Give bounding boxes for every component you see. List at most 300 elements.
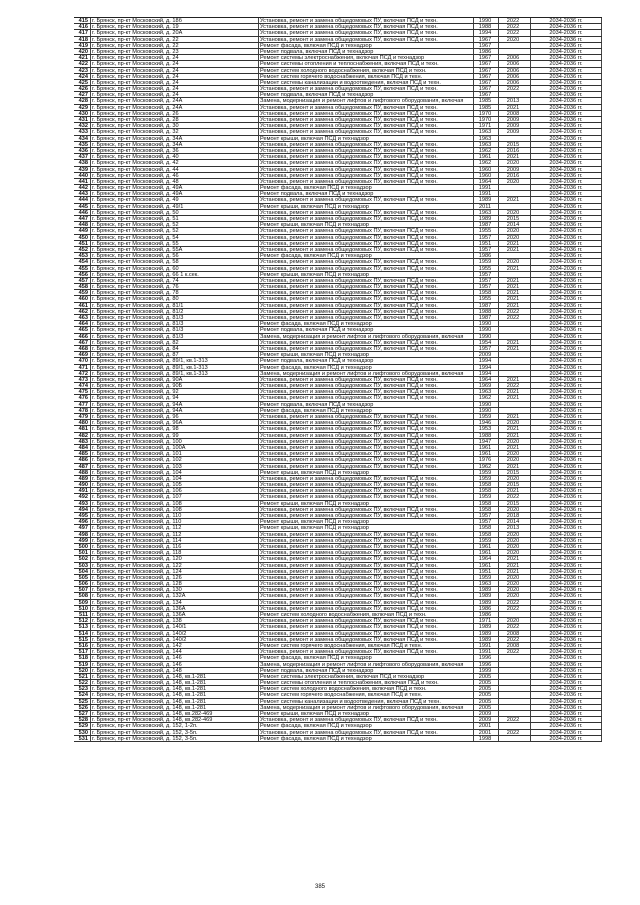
row-planned-period: 2034-2036 гг. — [549, 117, 583, 123]
row-build-year: 1969 — [478, 383, 492, 390]
row-work-type: Установка, ремонт и замена общедомовых ПУ, включая ПСД и техн. — [260, 556, 438, 563]
row-planned-period: 2034-2036 гг. — [549, 160, 583, 167]
row-work-type: Установка, ремонт и замена общедомовых ПУ, включая ПСД и техн. — [260, 438, 438, 445]
row-work-type: Установка, ремонт и замена общедомовых ПУ, включая ПСД и техн. — [260, 562, 438, 569]
row-work-type: Ремонт крыши, включая ПСД и технадзор — [260, 500, 369, 507]
row-work-type: Установка, ремонт и замена общедомовых ПУ, включая ПСД и техн. — [260, 383, 438, 390]
row-number: 443 — [78, 191, 88, 198]
row-number: 437 — [78, 154, 88, 161]
row-work-type: Установка, ремонт и замена общедомовых ПУ, включая ПСД и техн. — [260, 315, 438, 321]
row-work-type: Установка, ремонт и замена общедомовых ПУ, включая ПСД и техн. — [260, 147, 438, 154]
row-last-repair-year: 2020 — [506, 593, 520, 600]
row-work-type: Установка, ремонт и замена общедомовых ПУ, включая ПСД и техн. — [260, 154, 438, 161]
row-planned-period: 2034-2036 гг. — [549, 395, 583, 402]
row-number: 502 — [78, 556, 88, 563]
row-number: 528 — [78, 717, 88, 724]
row-work-type: Установка, ремонт и замена общедомовых ПУ, включая ПСД и техн. — [260, 475, 438, 482]
row-number: 421 — [78, 55, 88, 62]
row-planned-period: 2034-2036 гг. — [549, 513, 583, 519]
row-build-year: 1961 — [478, 451, 492, 458]
row-number: 527 — [78, 711, 88, 717]
row-address: г. Брянск, пр-кт Московский, д. 44 — [92, 166, 179, 173]
row-address: г. Брянск, пр-кт Московский, д. 49/1 — [92, 203, 184, 210]
row-number: 491 — [78, 488, 88, 495]
row-work-type: Установка, ремонт и замена общедомовых ПУ, включая ПСД и техн. — [260, 259, 438, 266]
row-number: 436 — [78, 147, 88, 154]
row-work-type: Установка, ремонт и замена общедомовых ПУ, включая ПСД и техн. — [260, 339, 438, 346]
row-build-year: 1967 — [478, 86, 492, 93]
row-work-type: Ремонт системы канализации и водоотведения, включая ПСД и техн. — [260, 79, 441, 86]
row-number: 517 — [78, 649, 88, 656]
row-address: г. Брянск, пр-кт Московский, д. 90Б — [92, 383, 183, 390]
row-address: г. Брянск, пр-кт Московский, д. 81/1 — [92, 302, 184, 309]
row-build-year: 1957 — [478, 234, 492, 241]
row-last-repair-year: 2013 — [506, 525, 520, 532]
row-address: г. Брянск, пр-кт Московский, д. 148, кв.1-281 — [92, 680, 207, 687]
row-planned-period: 2034-2036 гг. — [549, 30, 583, 37]
row-last-repair-year: 2021 — [506, 284, 520, 291]
row-number: 416 — [78, 24, 88, 31]
row-address: г. Брянск, пр-кт Московский, д. 24 — [92, 55, 179, 62]
row-last-repair-year: 2009 — [506, 166, 520, 173]
row-work-type: Замена, модернизация и ремонт лифтов и лифтового оборудования, включая — [260, 661, 464, 668]
row-address: г. Брянск, пр-кт Московский, д. 101 — [92, 451, 182, 458]
row-address: г. Брянск, пр-кт Московский, д. 58 — [92, 259, 179, 266]
row-work-type: Ремонт системы отопления и теплоснабжения, включая ПСД и техн. — [260, 680, 439, 687]
row-build-year: 1989 — [478, 599, 492, 606]
row-build-year: 1957 — [478, 246, 492, 253]
row-address: г. Брянск, пр-кт Московский, д. 22 — [92, 36, 179, 43]
row-planned-period: 2034-2036 гг. — [549, 370, 583, 377]
row-address: г. Брянск, пр-кт Московский, д. 108 — [92, 506, 182, 513]
row-planned-period: 2034-2036 гг. — [549, 735, 583, 742]
row-number: 465 — [78, 327, 88, 334]
row-planned-period: 2034-2036 гг. — [549, 624, 583, 631]
row-build-year: 1994 — [478, 30, 492, 37]
row-planned-period: 2034-2036 гг. — [549, 636, 583, 643]
row-work-type: Установка, ремонт и замена общедомовых ПУ, включая ПСД и техн. — [260, 296, 438, 303]
row-last-repair-year: 2022 — [506, 649, 520, 656]
row-address: г. Брянск, пр-кт Московский, д. 122 — [92, 562, 182, 569]
row-planned-period: 2034-2036 гг. — [549, 426, 583, 433]
row-address: г. Брянск, пр-кт Московский, д. 108 — [92, 500, 182, 507]
row-number: 531 — [78, 735, 88, 742]
row-number: 426 — [78, 86, 88, 93]
row-work-type: Установка, ремонт и замена общедомовых ПУ, включая ПСД и техн. — [260, 302, 438, 309]
row-planned-period: 2034-2036 гг. — [549, 630, 583, 637]
row-build-year: 2005 — [478, 704, 492, 711]
row-work-type: Ремонт крыши, включая ПСД и технадзор — [260, 525, 369, 532]
row-last-repair-year: 2020 — [506, 36, 520, 43]
row-build-year: 1967 — [478, 61, 492, 68]
page-number: 385 — [314, 884, 325, 890]
row-number: 480 — [78, 420, 88, 427]
row-last-repair-year: 2022 — [506, 605, 520, 612]
row-work-type: Ремонт подвала, включая ПСД и технадзор — [260, 358, 374, 365]
row-address: г. Брянск, пр-кт Московский, д. 148, кв.282-469 — [92, 711, 213, 717]
row-number: 476 — [78, 395, 88, 402]
row-address: г. Брянск, пр-кт Московский, д. 51 — [92, 216, 179, 222]
row-number: 417 — [78, 30, 88, 37]
row-work-type: Ремонт системы канализации и водоотведения, включая ПСД и техн. — [260, 698, 441, 705]
row-address: г. Брянск, пр-кт Московский, д. 106 — [92, 488, 182, 495]
row-planned-period: 2034-2036 гг. — [549, 482, 583, 489]
row-build-year: 1996 — [478, 661, 492, 668]
row-last-repair-year: 2021 — [506, 395, 520, 402]
row-work-type: Замена, модернизация и ремонт лифтов и лифтового оборудования, включая — [260, 704, 464, 711]
row-number: 439 — [78, 166, 88, 173]
row-number: 423 — [78, 67, 88, 74]
row-last-repair-year: 2020 — [506, 259, 520, 266]
row-address: г. Брянск, пр-кт Московский, д. 81/2 — [92, 308, 184, 315]
row-build-year: 1989 — [478, 593, 492, 600]
row-address: г. Брянск, пр-кт Московский, д. 128 — [92, 581, 182, 588]
row-planned-period: 2034-2036 гг. — [549, 24, 583, 31]
row-last-repair-year: 2009 — [506, 117, 520, 123]
row-address: г. Брянск, пр-кт Московский, д. 110 — [92, 519, 182, 526]
row-address: г. Брянск, пр-кт Московский, д. 34А — [92, 135, 183, 142]
row-work-type: Ремонт подвала, включая ПСД и технадзор — [260, 92, 374, 99]
row-last-repair-year: 2022 — [506, 729, 520, 736]
row-planned-period: 2034-2036 гг. — [549, 191, 583, 198]
row-address: г. Брянск, пр-кт Московский, д. 94А — [92, 401, 183, 408]
row-work-type: Ремонт фасада, включая ПСД и технадзор — [260, 735, 372, 742]
row-build-year: 1989 — [478, 630, 492, 637]
row-work-type: Установка, ремонт и замена общедомовых ПУ, включая ПСД и техн. — [260, 568, 438, 575]
row-number: 512 — [78, 618, 88, 625]
row-planned-period: 2034-2036 гг. — [549, 104, 583, 111]
row-planned-period: 2034-2036 гг. — [549, 240, 583, 247]
row-build-year: 1986 — [478, 253, 492, 260]
row-number: 483 — [78, 438, 88, 445]
row-planned-period: 2034-2036 гг. — [549, 729, 583, 736]
row-planned-period: 2034-2036 гг. — [549, 723, 583, 730]
row-build-year: 1963 — [478, 581, 492, 588]
row-planned-period: 2034-2036 гг. — [549, 618, 583, 625]
row-last-repair-year: 2021 — [506, 389, 520, 396]
row-number: 455 — [78, 265, 88, 272]
row-address: г. Брянск, пр-кт Московский, д. 94А — [92, 407, 183, 414]
row-address: г. Брянск, пр-кт Московский, д. 66 1 к.сек. — [92, 271, 199, 278]
row-build-year: 1987 — [478, 302, 492, 309]
row-number: 440 — [78, 172, 88, 179]
row-last-repair-year: 2008 — [506, 630, 520, 637]
row-work-type: Установка, ремонт и замена общедомовых ПУ, включая ПСД и техн. — [260, 18, 438, 24]
row-work-type: Установка, ремонт и замена общедомовых ПУ, включая ПСД и техн. — [260, 426, 438, 433]
row-address: г. Брянск, пр-кт Московский, д. 55 — [92, 240, 179, 247]
row-work-type: Ремонт подвала, включая ПСД и технадзор — [260, 191, 374, 198]
row-last-repair-year: 2021 — [506, 562, 520, 569]
row-address: г. Брянск, пр-кт Московский, д. 84 — [92, 345, 179, 352]
row-address: г. Брянск, пр-кт Московский, д. 100А — [92, 444, 186, 451]
row-number: 430 — [78, 110, 88, 117]
row-work-type: Ремонт подвала, включая ПСД и технадзор — [260, 401, 374, 408]
row-address: г. Брянск, пр-кт Московский, д. 94 — [92, 395, 179, 402]
row-planned-period: 2034-2036 гг. — [549, 271, 583, 278]
row-address: г. Брянск, пр-кт Московский, д. 140/2 — [92, 636, 187, 643]
row-build-year: 1955 — [478, 228, 492, 235]
row-build-year: 1959 — [478, 537, 492, 544]
row-last-repair-year: 2022 — [506, 636, 520, 643]
row-address: г. Брянск, пр-кт Московский, д. 132А — [92, 593, 186, 600]
row-build-year: 2005 — [478, 686, 492, 693]
row-work-type: Установка, ремонт и замена общедомовых ПУ, включая ПСД и техн. — [260, 166, 438, 173]
row-number: 471 — [78, 364, 88, 371]
row-build-year: 2001 — [478, 729, 492, 736]
row-number: 510 — [78, 605, 88, 612]
row-build-year: 1989 — [478, 636, 492, 643]
row-address: г. Брянск, пр-кт Московский, д. 32 — [92, 129, 179, 136]
row-planned-period: 2034-2036 гг. — [549, 519, 583, 526]
row-address: г. Брянск, пр-кт Московский, д. 104 — [92, 475, 182, 482]
row-last-repair-year: 2022 — [506, 383, 520, 390]
row-number: 477 — [78, 401, 88, 408]
row-number: 478 — [78, 407, 88, 414]
row-planned-period: 2034-2036 гг. — [549, 414, 583, 420]
row-last-repair-year: 2022 — [506, 717, 520, 724]
row-planned-period: 2034-2036 гг. — [549, 352, 583, 359]
row-address: г. Брянск, пр-кт Московский, д. 74 — [92, 277, 179, 284]
row-address: г. Брянск, пр-кт Московский, д. 105 — [92, 482, 182, 489]
row-build-year: 1954 — [478, 339, 492, 346]
row-number: 473 — [78, 376, 88, 383]
row-number: 506 — [78, 581, 88, 588]
row-address: г. Брянск, пр-кт Московский, д. 118 — [92, 550, 182, 557]
row-build-year: 1991 — [478, 649, 492, 656]
row-build-year: 1963 — [478, 389, 492, 396]
row-address: г. Брянск, пр-кт Московский, д. 46 — [92, 172, 179, 179]
row-work-type: Ремонт систем холодного водоснабжения, включая ПСД и техн. — [260, 612, 427, 618]
row-planned-period: 2034-2036 гг. — [549, 717, 583, 724]
row-planned-period: 2034-2036 гг. — [549, 568, 583, 575]
row-address: г. Брянск, пр-кт Московский, д. 60 — [92, 265, 179, 272]
row-build-year: 1961 — [478, 562, 492, 569]
row-last-repair-year: 2015 — [506, 469, 520, 476]
row-build-year: 1946 — [478, 420, 492, 427]
row-build-year: 1963 — [478, 129, 492, 136]
row-planned-period: 2034-2036 гг. — [549, 642, 583, 649]
row-number: 522 — [78, 680, 88, 687]
row-planned-period: 2034-2036 гг. — [549, 463, 583, 470]
row-number: 526 — [78, 704, 88, 711]
row-planned-period: 2034-2036 гг. — [549, 686, 583, 693]
row-address: г. Брянск, пр-кт Московский, д. 24 — [92, 67, 179, 74]
row-build-year: 1961 — [478, 444, 492, 451]
row-last-repair-year: 2021 — [506, 277, 520, 284]
row-number: 529 — [78, 723, 88, 730]
row-last-repair-year: 2009 — [506, 123, 520, 130]
row-address: г. Брянск, пр-кт Московский, д. 152, 3-5п. — [92, 729, 198, 736]
row-number: 504 — [78, 568, 88, 575]
row-work-type: Установка, ремонт и замена общедомовых ПУ, включая ПСД и техн. — [260, 86, 438, 93]
row-last-repair-year: 2021 — [506, 302, 520, 309]
row-planned-period: 2034-2036 гг. — [549, 61, 583, 68]
row-last-repair-year: 2022 — [506, 30, 520, 37]
row-build-year: 1957 — [478, 345, 492, 352]
row-address: г. Брянск, пр-кт Московский, д. 140/1 — [92, 624, 187, 631]
row-work-type: Ремонт фасада, включая ПСД и технадзор — [260, 407, 372, 414]
row-build-year: 1958 — [478, 531, 492, 538]
table-row — [74, 736, 602, 742]
row-build-year: 1971 — [478, 618, 492, 625]
row-build-year: 1990 — [478, 321, 492, 328]
row-address: г. Брянск, пр-кт Московский, д. 54 — [92, 234, 179, 241]
row-work-type: Установка, ремонт и замена общедомовых ПУ, включая ПСД и техн. — [260, 550, 438, 557]
row-address: г. Брянск, пр-кт Московский, д. 26 — [92, 110, 179, 117]
row-number: 520 — [78, 667, 88, 674]
row-last-repair-year: 2022 — [506, 315, 520, 321]
row-address: г. Брянск, пр-кт Московский, д. 138 — [92, 618, 182, 625]
row-build-year: 1947 — [478, 438, 492, 445]
row-last-repair-year: 2006 — [506, 73, 520, 80]
row-work-type: Установка, ремонт и замена общедомовых ПУ, включая ПСД и техн. — [260, 420, 438, 427]
row-build-year: 1986 — [478, 48, 492, 55]
row-last-repair-year: 2021 — [506, 568, 520, 575]
row-address: г. Брянск, пр-кт Московский, д. 124 — [92, 568, 182, 575]
row-address: г. Брянск, пр-кт Московский, д. 136А — [92, 605, 186, 612]
row-last-repair-year: 2021 — [506, 104, 520, 111]
row-planned-period: 2034-2036 гг. — [549, 401, 583, 408]
row-build-year: 1959 — [478, 259, 492, 266]
row-address: г. Брянск, пр-кт Московский, д. 89/1, кв.1-313 — [92, 370, 208, 377]
row-address: г. Брянск, пр-кт Московский, д. 140/2 — [92, 630, 187, 637]
row-number: 463 — [78, 315, 88, 321]
row-address: г. Брянск, пр-кт Московский, д. 107 — [92, 494, 182, 501]
row-planned-period: 2034-2036 гг. — [549, 444, 583, 451]
row-work-type: Установка, ремонт и замена общедомовых ПУ, включая ПСД и техн. — [260, 389, 438, 396]
row-number: 472 — [78, 370, 88, 377]
row-address: г. Брянск, пр-кт Московский, д. 136А — [92, 612, 186, 618]
row-work-type: Установка, ремонт и замена общедомовых ПУ, включая ПСД и техн. — [260, 599, 438, 606]
row-build-year: 1988 — [478, 432, 492, 439]
row-work-type: Установка, ремонт и замена общедомовых ПУ, включая ПСД и техн. — [260, 636, 438, 643]
row-number: 418 — [78, 36, 88, 43]
row-number: 484 — [78, 444, 88, 451]
row-build-year: 1962 — [478, 160, 492, 167]
row-planned-period: 2034-2036 гг. — [549, 711, 583, 717]
row-planned-period: 2034-2036 гг. — [549, 154, 583, 161]
row-planned-period: 2034-2036 гг. — [549, 73, 583, 80]
row-planned-period: 2034-2036 гг. — [549, 599, 583, 606]
row-last-repair-year: 2020 — [506, 438, 520, 445]
row-last-repair-year: 2020 — [506, 531, 520, 538]
row-address: г. Брянск, пр-кт Московский, д. 110 — [92, 513, 182, 519]
row-number: 519 — [78, 661, 88, 668]
row-planned-period: 2034-2036 гг. — [549, 605, 583, 612]
row-build-year: 1988 — [478, 24, 492, 31]
row-address: г. Брянск, пр-кт Московский, д. 146 — [92, 655, 182, 662]
row-last-repair-year: 2022 — [506, 599, 520, 606]
row-planned-period: 2034-2036 гг. — [549, 469, 583, 476]
row-address: г. Брянск, пр-кт Московский, д. 19 — [92, 24, 179, 31]
row-build-year: 2009 — [478, 352, 492, 359]
row-last-repair-year: 2020 — [506, 618, 520, 625]
row-work-type: Установка, ремонт и замена общедомовых ПУ, включая ПСД и техн. — [260, 414, 438, 420]
row-last-repair-year: 2021 — [506, 197, 520, 204]
row-last-repair-year: 2008 — [506, 642, 520, 649]
row-planned-period: 2034-2036 гг. — [549, 698, 583, 705]
row-number: 489 — [78, 475, 88, 482]
row-address: г. Брянск, пр-кт Московский, д. 24А — [92, 98, 183, 105]
row-planned-period: 2034-2036 гг. — [549, 432, 583, 439]
row-build-year: 2005 — [478, 692, 492, 699]
row-work-type: Ремонт подвала, включая ПСД и технадзор — [260, 48, 374, 55]
row-planned-period: 2034-2036 гг. — [549, 209, 583, 216]
row-last-repair-year: 2006 — [506, 55, 520, 62]
row-planned-period: 2034-2036 гг. — [549, 593, 583, 600]
row-planned-period: 2034-2036 гг. — [549, 265, 583, 272]
row-number: 494 — [78, 506, 88, 513]
row-build-year: 1951 — [478, 240, 492, 247]
row-build-year: 1961 — [478, 550, 492, 557]
row-build-year: 1970 — [478, 110, 492, 117]
row-last-repair-year: 2022 — [506, 624, 520, 631]
row-address: г. Брянск, пр-кт Московский, д. 148, кв.1-281 — [92, 686, 207, 693]
row-address: г. Брянск, пр-кт Московский, д. 24 — [92, 86, 179, 93]
row-build-year: 1955 — [478, 265, 492, 272]
row-work-type: Ремонт фасада, включая ПСД и технадзор — [260, 185, 372, 192]
row-last-repair-year: 2020 — [506, 550, 520, 557]
row-build-year: 2005 — [478, 698, 492, 705]
row-build-year: 1959 — [478, 574, 492, 581]
row-work-type: Ремонт фасада, включая ПСД и технадзор — [260, 364, 372, 371]
row-planned-period: 2034-2036 гг. — [549, 667, 583, 674]
row-build-year: 1955 — [478, 296, 492, 303]
row-address: г. Брянск, пр-кт Московский, д. 76 — [92, 284, 179, 291]
row-build-year: 1967 — [478, 42, 492, 49]
row-build-year: 1987 — [478, 222, 492, 229]
row-build-year: 1976 — [478, 457, 492, 464]
row-number: 501 — [78, 550, 88, 557]
row-address: г. Брянск, пр-кт Московский, д. 81/3 — [92, 333, 184, 340]
row-work-type: Ремонт систем холодного водоснабжения, включая ПСД и техн. — [260, 67, 427, 74]
row-last-repair-year: 2021 — [506, 426, 520, 433]
row-work-type: Установка, ремонт и замена общедомовых ПУ, включая ПСД и техн. — [260, 605, 438, 612]
row-address: г. Брянск, пр-кт Московский, д. 81/3 — [92, 321, 184, 328]
row-address: г. Брянск, пр-кт Московский, д. 142 — [92, 642, 182, 649]
row-number: 498 — [78, 531, 88, 538]
row-work-type: Ремонт фасада, включая ПСД и технадзор — [260, 253, 372, 260]
row-address: г. Брянск, пр-кт Московский, д. 89/1, кв.1-313 — [92, 358, 208, 365]
row-planned-period: 2034-2036 гг. — [549, 246, 583, 253]
row-planned-period: 2034-2036 гг. — [549, 216, 583, 222]
row-number: 461 — [78, 302, 88, 309]
row-work-type: Ремонт системы электроснабжения, включая ПСД и технадзор — [260, 673, 425, 680]
row-build-year: 1957 — [478, 271, 492, 278]
row-build-year: 1991 — [478, 642, 492, 649]
row-last-repair-year: 2006 — [506, 61, 520, 68]
row-planned-period: 2034-2036 гг. — [549, 55, 583, 62]
row-work-type: Замена, модернизация и ремонт лифтов и лифтового оборудования, включая — [260, 333, 464, 340]
row-number: 444 — [78, 197, 88, 204]
row-address: г. Брянск, пр-кт Московский, д. 126 — [92, 574, 182, 581]
row-last-repair-year: 2015 — [506, 216, 520, 222]
row-build-year: 2001 — [478, 723, 492, 730]
row-address: г. Брянск, пр-кт Московский, д. 152, 3-5п. — [92, 735, 198, 742]
row-planned-period: 2034-2036 гг. — [549, 203, 583, 210]
row-address: г. Брянск, пр-кт Московский, д. 100 — [92, 438, 182, 445]
row-address: г. Брянск, пр-кт Московский, д. 36 — [92, 147, 179, 154]
row-build-year: 2011 — [478, 203, 492, 210]
row-planned-period: 2034-2036 гг. — [549, 315, 583, 321]
row-planned-period: 2034-2036 гг. — [549, 488, 583, 495]
row-last-repair-year: 2020 — [506, 543, 520, 550]
row-work-type: Установка, ремонт и замена общедомовых ПУ, включая ПСД и техн. — [260, 488, 438, 495]
row-work-type: Установка, ремонт и замена общедомовых ПУ, включая ПСД и техн. — [260, 117, 438, 123]
row-build-year: 1991 — [478, 185, 492, 192]
row-number: 495 — [78, 513, 88, 519]
row-number: 468 — [78, 345, 88, 352]
